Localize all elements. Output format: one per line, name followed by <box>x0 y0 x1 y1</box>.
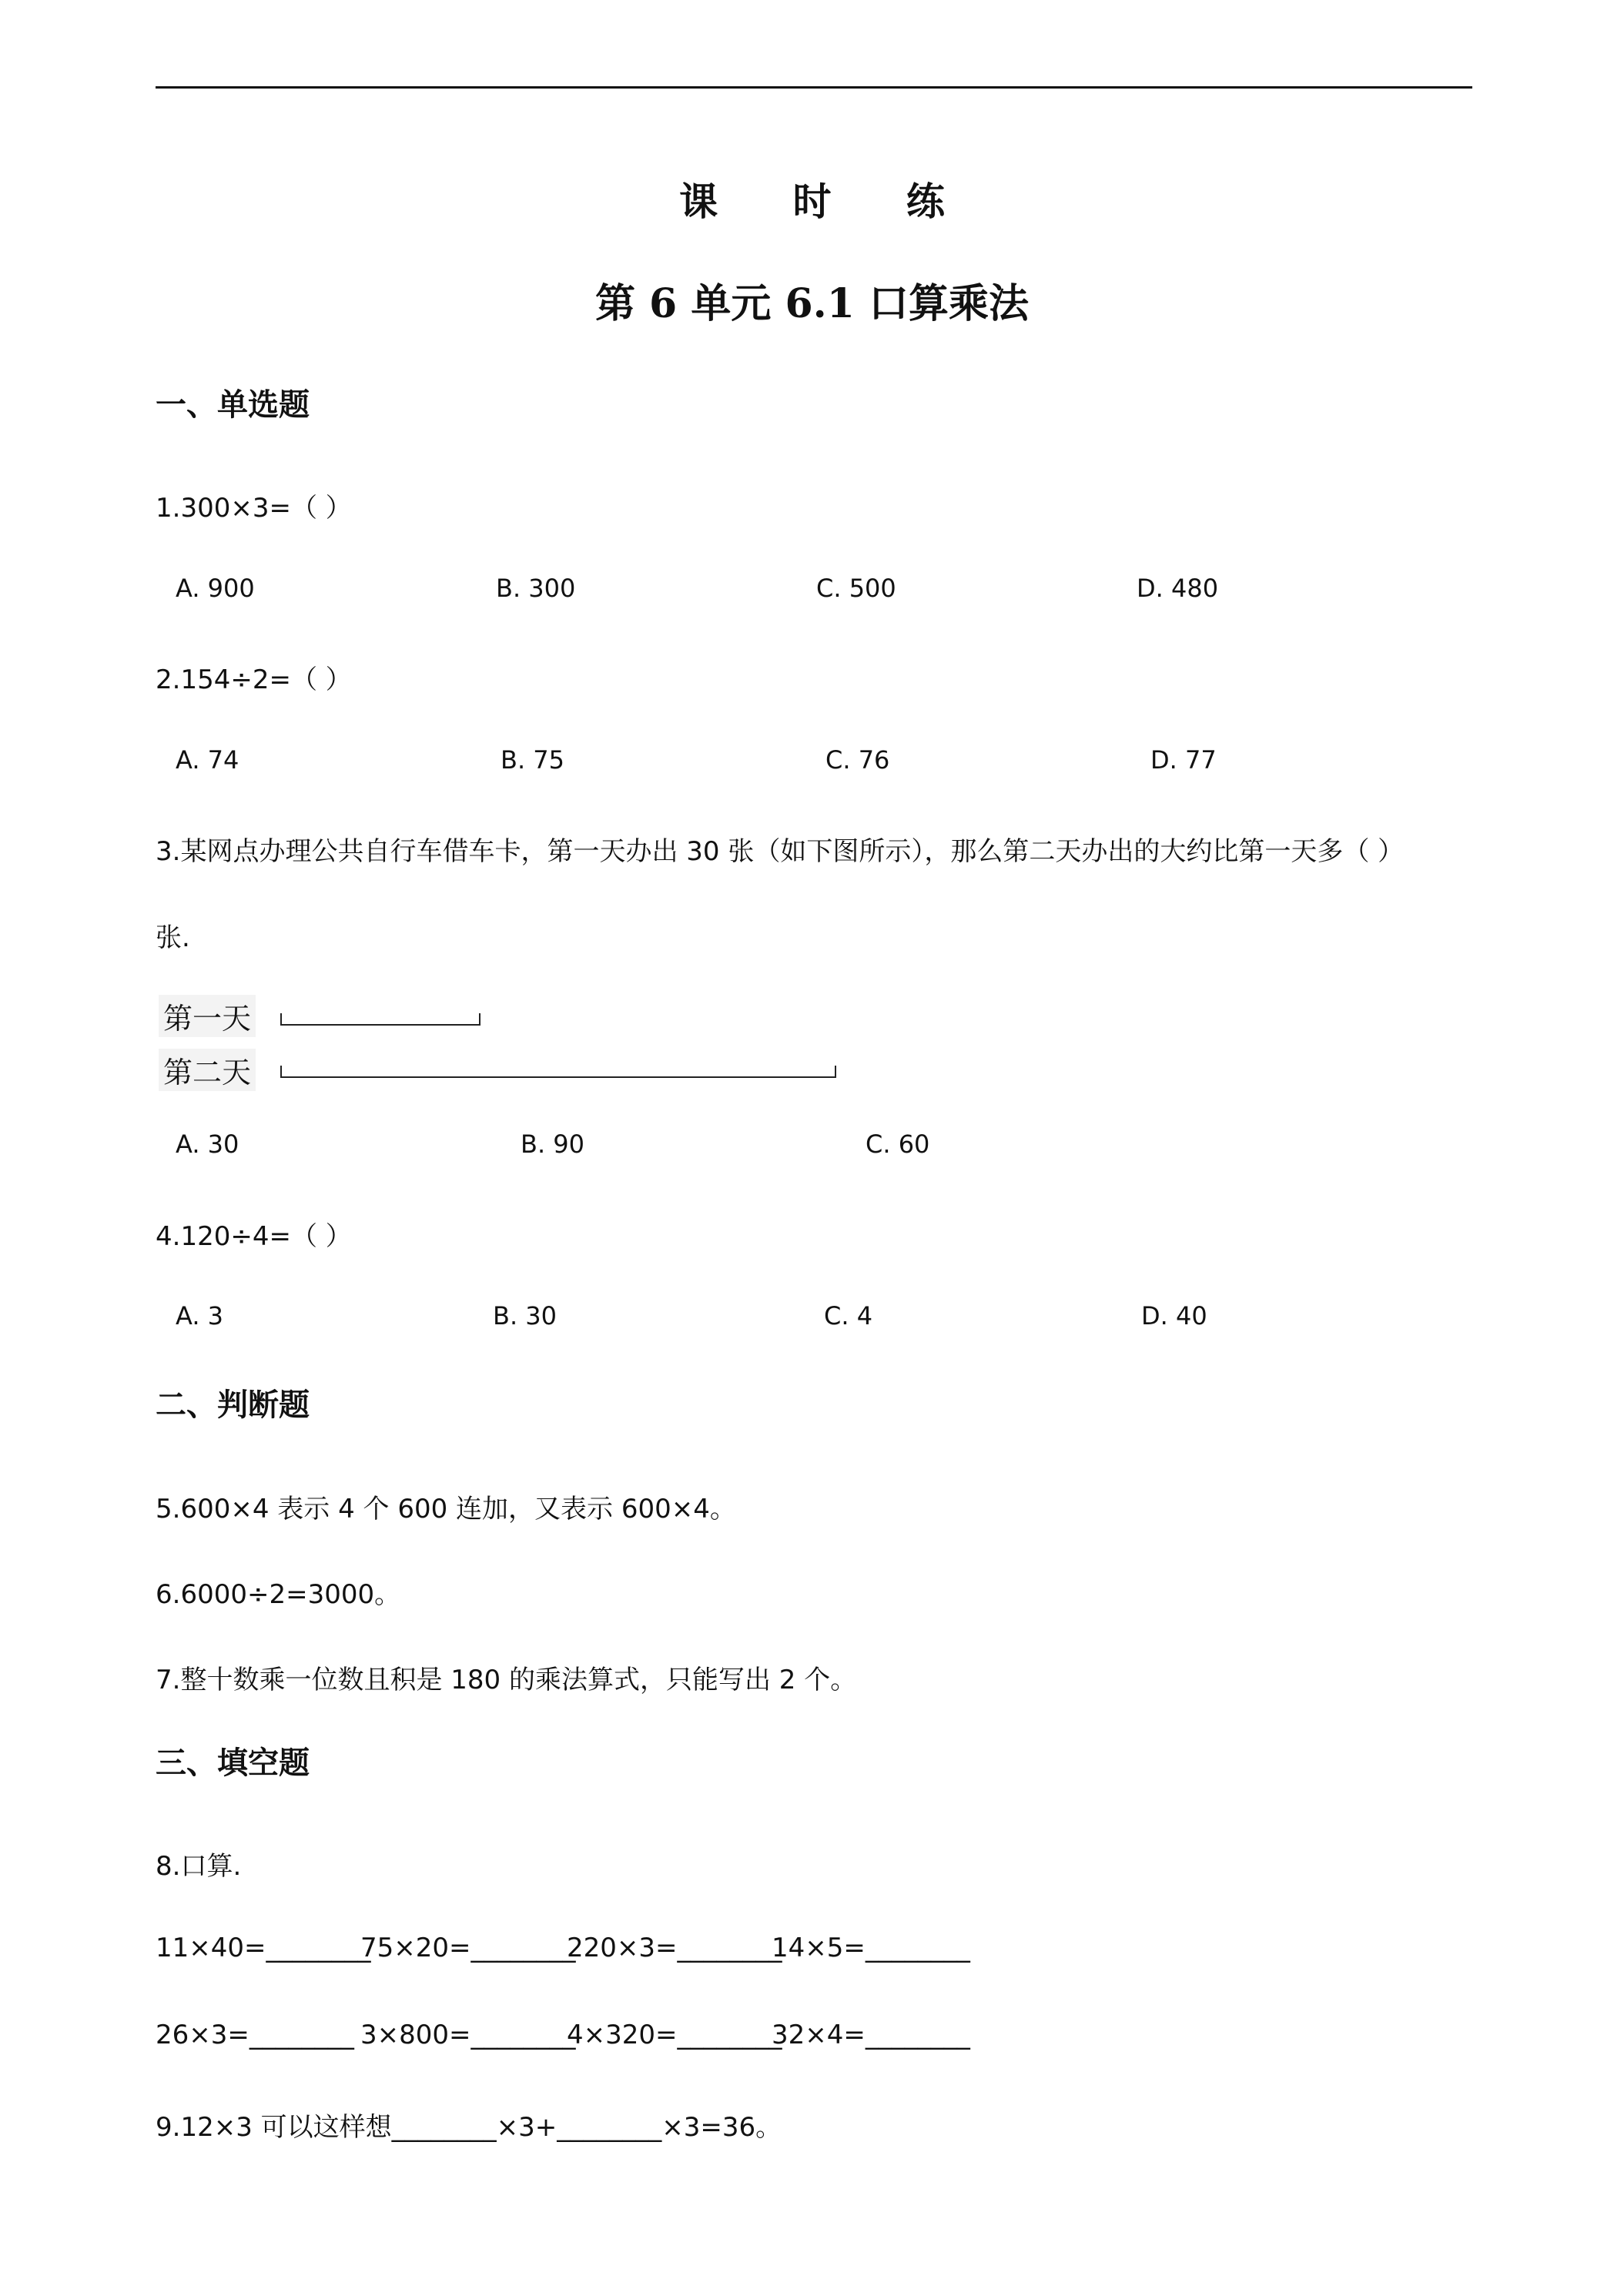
q8-row1-item4: 14×5=________ <box>772 1933 970 1963</box>
q8-row1-item1: 11×40=________ <box>156 1933 371 1963</box>
diagram-day2-label: 第二天 <box>159 1049 256 1091</box>
q8-row2-item1: 26×3=________ <box>156 2020 354 2050</box>
q2-option-b: B. 75 <box>501 745 565 775</box>
question-2: 2.154÷2=（ ） <box>156 664 352 695</box>
q2-option-c: C. 76 <box>825 745 890 775</box>
diagram-day2-bar <box>280 1066 836 1078</box>
q3-option-c: C. 60 <box>866 1130 930 1159</box>
diagram-day1-label: 第一天 <box>159 995 256 1037</box>
diagram-day1-bar <box>280 1013 481 1026</box>
q1-option-b: B. 300 <box>496 574 576 603</box>
header-rule <box>156 86 1472 89</box>
question-7: 7.整十数乘一位数且积是 180 的乘法算式，只能写出 2 个。 <box>156 1665 857 1695</box>
question-1: 1.300×3=（ ） <box>156 493 352 524</box>
q8-row1-item3: 220×3=________ <box>567 1933 782 1963</box>
question-3-line1: 3.某网点办理公共自行车借车卡，第一天办出 30 张（如下图所示），那么第二天办出的大约比第一天多（ ） <box>156 836 1405 867</box>
question-3-line2: 张. <box>156 922 190 953</box>
q3-option-a: A. 30 <box>176 1130 239 1159</box>
q4-option-b: B. 30 <box>493 1301 558 1330</box>
q8-row2-item2: 3×800=________ <box>360 2020 576 2050</box>
q1-option-d: D. 480 <box>1137 574 1219 603</box>
q8-row2-item3: 4×320=________ <box>567 2020 782 2050</box>
q4-option-a: A. 3 <box>176 1301 224 1330</box>
q2-option-d: D. 77 <box>1150 745 1217 775</box>
q4-option-d: D. 40 <box>1141 1301 1207 1330</box>
q1-option-c: C. 500 <box>816 574 896 603</box>
q4-option-c: C. 4 <box>824 1301 873 1330</box>
page-subtitle: 第 6 单元 6.1 口算乘法 <box>594 280 1030 327</box>
section-heading-single-choice: 一、单选题 <box>156 387 310 423</box>
question-5: 5.600×4 表示 4 个 600 连加，又表示 600×4。 <box>156 1494 736 1525</box>
q1-option-a: A. 900 <box>176 574 255 603</box>
question-6: 6.6000÷2=3000。 <box>156 1579 401 1610</box>
section-heading-fill-in: 三、填空题 <box>156 1745 310 1781</box>
q8-row2-item4: 32×4=________ <box>772 2020 970 2050</box>
q2-option-a: A. 74 <box>176 745 239 775</box>
section-heading-true-false: 二、判断题 <box>156 1387 310 1423</box>
q8-row1-item2: 75×20=________ <box>360 1933 576 1963</box>
question-9: 9.12×3 可以这样想________×3+________×3=36。 <box>156 2112 782 2143</box>
page-title: 课 时 练 <box>679 179 976 224</box>
question-8: 8.口算. <box>156 1851 242 1882</box>
q3-option-b: B. 90 <box>521 1130 585 1159</box>
question-4: 4.120÷4=（ ） <box>156 1221 352 1252</box>
